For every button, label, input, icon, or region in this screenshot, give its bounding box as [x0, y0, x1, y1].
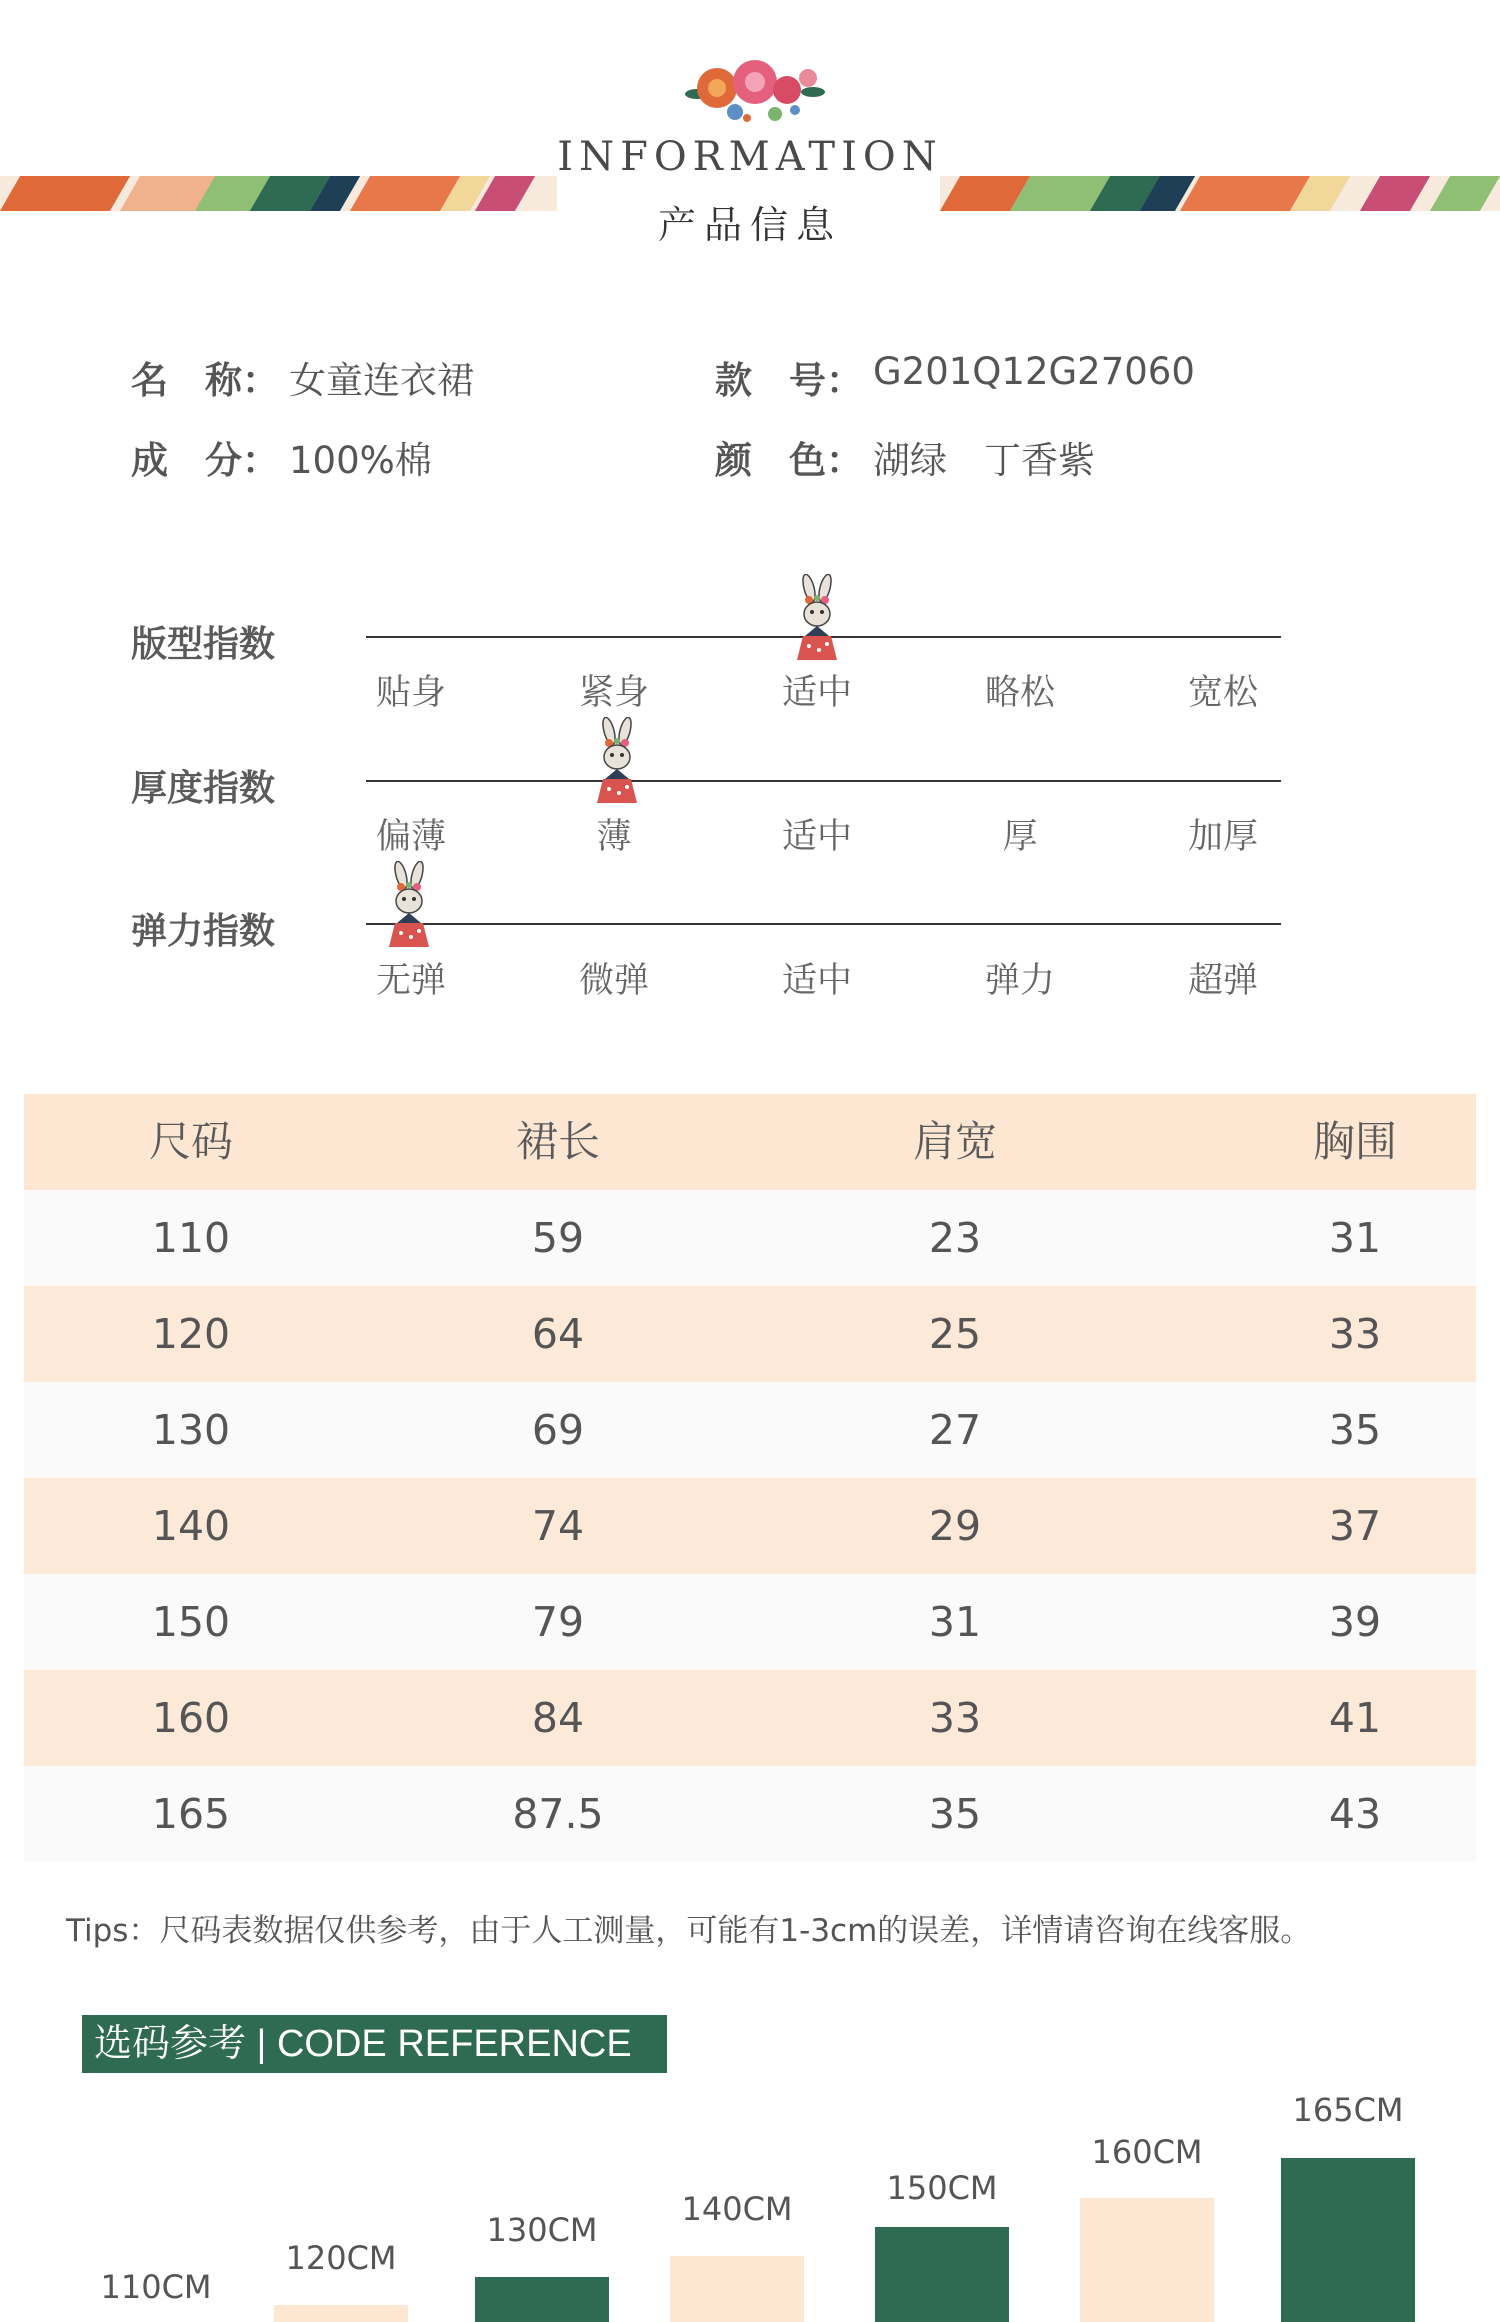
thickness-marker-bunny-icon: [589, 717, 645, 803]
info-material-value: 100%棉: [289, 439, 432, 482]
size-tips: Tips：尺码表数据仅供参考，由于人工测量，可能有1-3cm的误差，详情请咨询在线客服。: [66, 1913, 1312, 1949]
thickness-option: 加厚: [1187, 817, 1258, 857]
fit-option: 略松: [984, 673, 1055, 713]
table-cell: 23: [928, 1214, 982, 1262]
table-cell: 64: [531, 1310, 585, 1358]
table-cell: 31: [1328, 1214, 1382, 1262]
table-cell: 31: [928, 1598, 982, 1646]
elasticity-option: 无弹: [375, 961, 446, 1001]
table-cell: 25: [928, 1310, 982, 1358]
height-bar-label: 165CM: [1292, 2091, 1404, 2129]
height-bar-label: 110CM: [100, 2268, 212, 2306]
thickness-option: 适中: [781, 817, 852, 857]
table-cell: 29: [928, 1502, 982, 1550]
header-title-en: INFORMATION: [557, 134, 943, 180]
thickness-option: 偏薄: [375, 817, 446, 857]
table-row: [24, 1286, 1476, 1382]
table-row: [24, 1574, 1476, 1670]
table-cell: 33: [928, 1694, 982, 1742]
table-cell: 130: [151, 1406, 231, 1454]
info-name-value: 女童连衣裙: [289, 359, 474, 402]
table-header-cell: 裙长: [515, 1117, 600, 1166]
fit-option: 紧身: [578, 673, 649, 713]
info-model-value: G201Q12G27060: [873, 350, 1195, 393]
table-cell: 120: [151, 1310, 231, 1358]
table-row: [24, 1382, 1476, 1478]
table-cell: 79: [531, 1598, 585, 1646]
height-bar-label: 150CM: [886, 2169, 998, 2207]
thickness-index-title: 厚度指数: [131, 768, 276, 809]
height-bar-label: 160CM: [1091, 2133, 1203, 2171]
height-bar-120: [274, 2305, 408, 2322]
table-cell: 33: [1328, 1310, 1382, 1358]
elasticity-option: 微弹: [578, 961, 649, 1001]
table-cell: 35: [928, 1790, 982, 1838]
height-bar-150: [875, 2227, 1009, 2322]
height-bar-165: [1281, 2158, 1415, 2322]
header-title-cn: 产品信息: [657, 203, 842, 247]
thickness-option: 薄: [596, 817, 632, 857]
table-cell: 69: [531, 1406, 585, 1454]
elasticity-option: 适中: [781, 961, 852, 1001]
fit-marker-bunny-icon: [789, 574, 845, 660]
elasticity-index-title: 弹力指数: [131, 911, 276, 952]
table-cell: 37: [1328, 1502, 1382, 1550]
table-row: [24, 1766, 1476, 1862]
table-row: [24, 1478, 1476, 1574]
elasticity-option: 超弹: [1187, 961, 1258, 1001]
table-header-cell: 肩宽: [912, 1117, 997, 1166]
table-cell: 41: [1328, 1694, 1382, 1742]
thickness-option: 厚: [1002, 817, 1038, 857]
fit-option: 宽松: [1187, 673, 1258, 713]
table-cell: 165: [151, 1790, 231, 1838]
table-header-cell: 胸围: [1312, 1117, 1397, 1166]
table-cell: 140: [151, 1502, 231, 1550]
table-header-cell: 尺码: [148, 1117, 233, 1166]
thickness-index-line: [366, 780, 1281, 782]
info-model-label: 款 号：: [715, 359, 863, 402]
info-material-label: 成 分：: [131, 439, 279, 482]
code-reference-tag: 选码参考 | CODE REFERENCE: [82, 2015, 667, 2073]
flower-bouquet-icon: [675, 52, 835, 132]
table-cell: 160: [151, 1694, 231, 1742]
elasticity-marker-bunny-icon: [381, 861, 437, 947]
elasticity-index-line: [366, 923, 1281, 925]
fit-index-title: 版型指数: [131, 624, 276, 665]
info-name-label: 名 称：: [131, 359, 279, 402]
fit-option: 贴身: [375, 673, 446, 713]
fit-option: 适中: [781, 673, 852, 713]
info-color-label: 颜 色：: [715, 439, 863, 482]
size-table-header: [24, 1094, 1476, 1190]
table-cell: 74: [531, 1502, 585, 1550]
table-cell: 59: [531, 1214, 585, 1262]
info-color-value: 湖绿 丁香紫: [873, 439, 1095, 482]
table-cell: 35: [1328, 1406, 1382, 1454]
table-cell: 150: [151, 1598, 231, 1646]
table-cell: 43: [1328, 1790, 1382, 1838]
height-bar-label: 130CM: [486, 2211, 598, 2249]
elasticity-option: 弹力: [984, 961, 1055, 1001]
height-bar-160: [1080, 2198, 1214, 2322]
height-bar-label: 140CM: [681, 2190, 793, 2228]
table-cell: 84: [531, 1694, 585, 1742]
table-cell: 87.5: [512, 1790, 604, 1838]
table-row: [24, 1190, 1476, 1286]
table-cell: 110: [151, 1214, 231, 1262]
height-bar-130: [475, 2277, 609, 2322]
table-cell: 39: [1328, 1598, 1382, 1646]
height-bar-140: [670, 2256, 804, 2322]
table-row: [24, 1670, 1476, 1766]
height-bar-label: 120CM: [285, 2239, 397, 2277]
table-cell: 27: [928, 1406, 982, 1454]
